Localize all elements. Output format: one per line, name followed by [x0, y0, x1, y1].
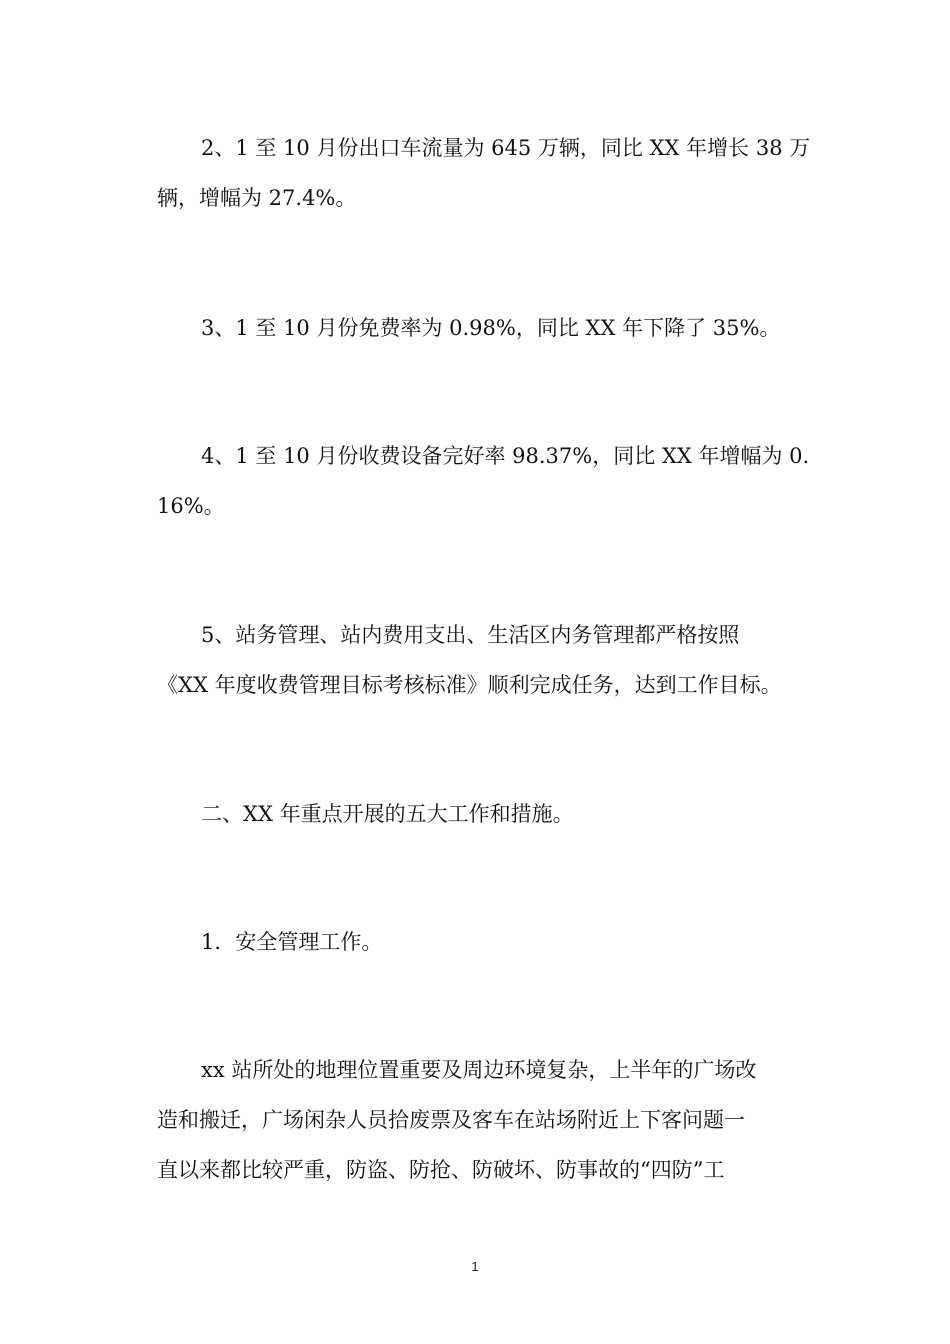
- body-paragraph-line-1: xx 站所处的地理位置重要及周边环境复杂，上半年的广场改: [201, 1058, 757, 1082]
- paragraph-3-line-1: 3、1 至 10 月份免费率为 0.98%，同比 XX 年下降了 35%。: [201, 316, 781, 340]
- page-number: 1: [471, 1259, 479, 1274]
- subsection-heading-1: 1．安全管理工作。: [201, 930, 383, 954]
- section-heading-2: 二、XX 年重点开展的五大工作和措施。: [201, 802, 574, 826]
- paragraph-4-line-2: 16%。: [157, 494, 225, 518]
- paragraph-5-line-2: 《XX 年度收费管理目标考核标准》顺利完成任务，达到工作目标。: [157, 673, 782, 697]
- body-paragraph-line-3: 直以来都比较严重，防盗、防抢、防破坏、防事故的“四防”工: [157, 1158, 725, 1182]
- paragraph-2-line-1: 2、1 至 10 月份出口车流量为 645 万辆，同比 XX 年增长 38 万: [201, 136, 811, 160]
- paragraph-5-line-1: 5、站务管理、站内费用支出、生活区内务管理都严格按照: [201, 623, 740, 647]
- body-paragraph-line-2: 造和搬迁，广场闲杂人员拾废票及客车在站场附近上下客问题一: [157, 1108, 745, 1132]
- paragraph-2-line-2: 辆，增幅为 27.4%。: [157, 186, 357, 210]
- paragraph-4-line-1: 4、1 至 10 月份收费设备完好率 98.37%，同比 XX 年增幅为 0.: [201, 444, 810, 468]
